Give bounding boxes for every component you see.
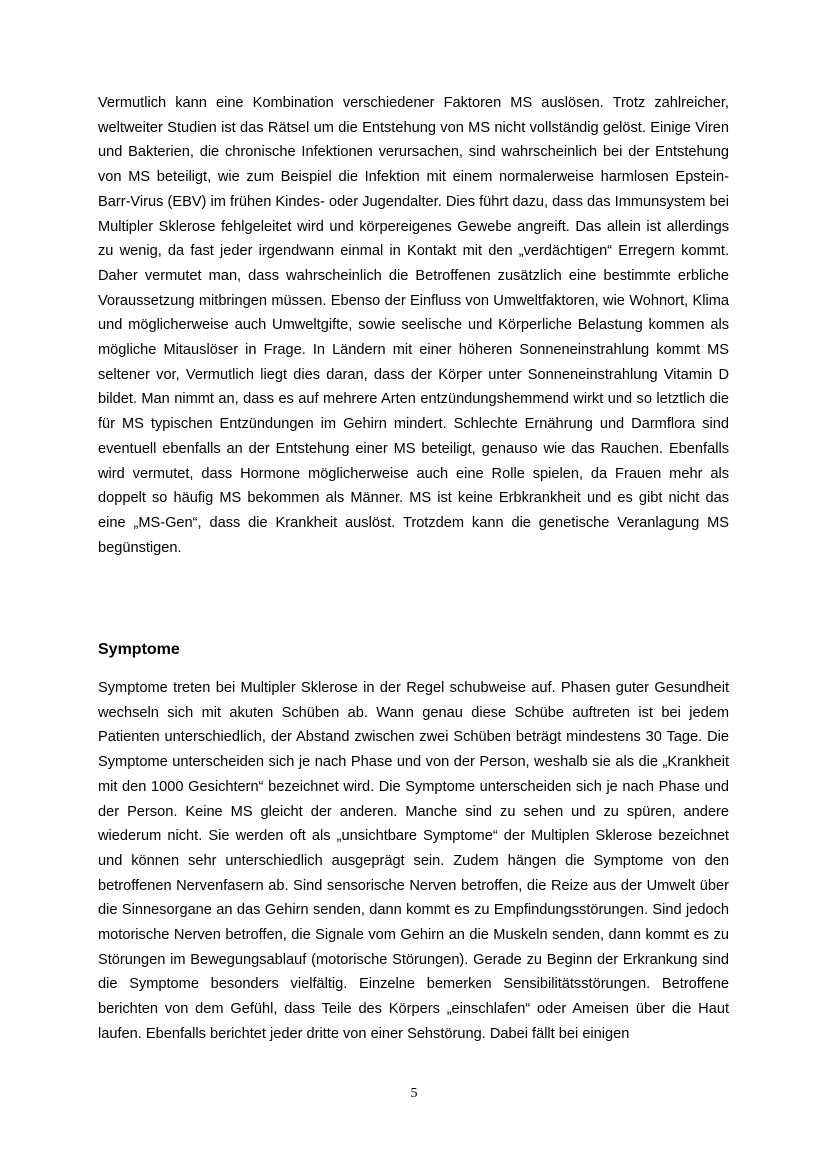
body-section-causes	[98, 91, 729, 560]
paragraph-symptome: Symptome treten bei Multipler Sklerose in der Regel schubweise auf. Phasen guter Gesundheit wechseln sich mit akuten Schüben ab. Wann genau diese Schübe auftreten ist bei jedem Patienten unterschiedlich, der Abstand zwischen zwei Schüben beträgt mindestens 30 Tage. Die Symptome unterscheiden sich je nach Phase und von der Person, weshalb sie als die „Krankheit mit den 1000 Gesichtern“ bezeichnet wird. Die Symptome unterscheiden sich je nach Phase und der Person. Keine MS gleicht der anderen. Manche sind zu sehen und zu spüren, andere wiederum nicht. Sie werden oft als „unsichtbare Symptome“ der Multiplen Sklerose bezeichnet und können sehr unterschiedlich ausgeprägt sein. Zudem hängen die Symptome von den betroffenen Nervenfasern ab. Sind sensorische Nerven betroffen, die Reize aus der Umwelt über die Sinnesorgane an das Gehirn senden, dann kommt es zu Empfindungsstörungen. Sind jedoch motorische Nerven betroffen, die Signale vom Gehirn an die Muskeln senden, dann kommt es zu Störungen im Bewegungsablauf (motorische Störungen). Gerade zu Beginn der Erkrankung sind die Symptome besonders vielfältig. Einzelne bemerken Sensibilitätsstörungen. Betroffene berichten von dem Gefühl, dass Teile des Körpers „einschlafen“ oder Ameisen über die Haut laufen. Ebenfalls berichtet jeder dritte von einer Sehstörung. Dabei fällt bei einigen	[98, 680, 729, 1042]
paragraph-causes: Vermutlich kann eine Kombination verschiedener Faktoren MS auslösen. Trotz zahlreicher, weltweiter Studien ist das Rätsel um die Entstehung von MS nicht vollständig gelöst. Einige Viren und Bakterien, die chronische Infektionen verursachen, sind wahrscheinlich bei der Entstehung von MS beteiligt, wie zum Beispiel die Infektion mit einem normalerweise harmlosen Epstein-Barr-Virus (EBV) im frühen Kindes- oder Jugendalter. Dies führt dazu, dass das Immunsystem bei Multipler Sklerose fehlgeleitet wird und körpereigenes Gewebe angreift. Das allein ist allerdings zu wenig, da fast jeder irgendwann einmal in Kontakt mit den „verdächtigen“ Erregern kommt. Daher vermutet man, dass wahrscheinlich die Betroffenen zusätzlich eine bestimmte erbliche Voraussetzung mitbringen müssen. Ebenso der Einfluss von Umweltfaktoren, wie Wohnort, Klima und möglicherweise auch Umweltgifte, sowie seelische und Körperliche Belastung kommen als mögliche Mitauslöser in Frage. In Ländern mit einer höheren Sonneneinstrahlung kommt MS seltener vor, Vermutlich liegt dies daran, dass der Körper unter Sonneneinstrahlung Vitamin D bildet. Man nimmt an, dass es auf mehrere Arten entzündungshemmend wirkt und so letztlich die für MS typischen Entzündungen im Gehirn mindert. Schlechte Ernährung und Darmflora sind eventuell ebenfalls an der Entstehung einer MS beteiligt, genauso wie das Rauchen. Ebenfalls wird vermutet, dass Hormone möglicherweise auch eine Rolle spielen, da Frauen mehr als doppelt so häufig MS bekommen als Männer. MS ist keine Erbkrankheit und es gibt nicht das eine „MS-Gen“, dass die Krankheit auslöst. Trotzdem kann die genetische Veranlagung MS begünstigen.	[98, 95, 729, 556]
page-number: 5	[410, 1086, 418, 1101]
section-heading-symptome: Symptome	[98, 641, 180, 658]
body-section-symptome	[98, 676, 729, 1047]
